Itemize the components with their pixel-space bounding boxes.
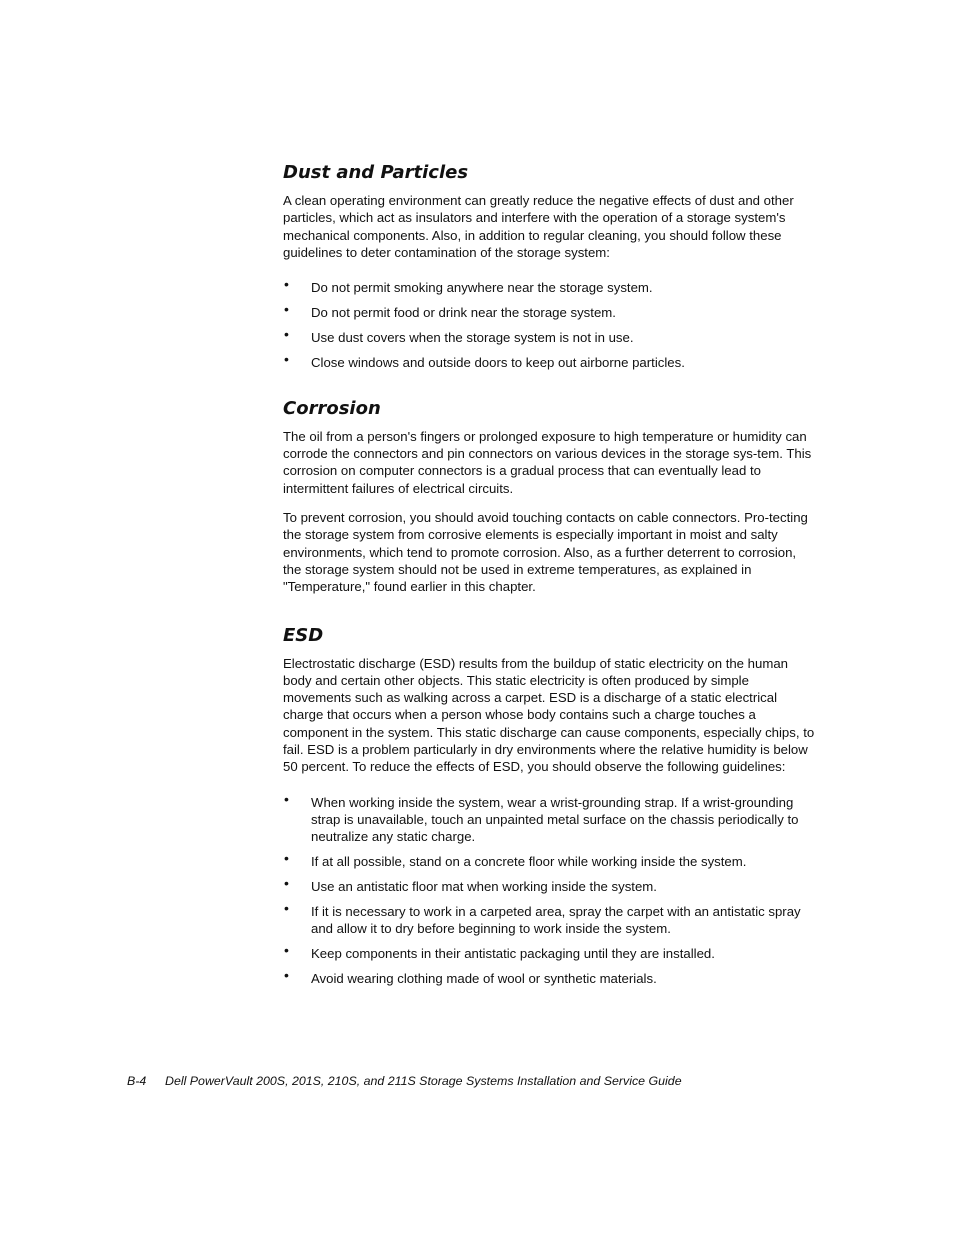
bullet-icon: • <box>284 850 289 867</box>
list-item: • Do not permit smoking anywhere near the storage system. <box>284 276 653 296</box>
bullet-icon: • <box>284 874 289 891</box>
list-item: • Do not permit food or drink near the storage system. <box>284 300 616 320</box>
bullet-list <box>283 276 818 371</box>
bullet-icon: • <box>284 941 289 958</box>
bullet-list <box>283 790 818 987</box>
section-esd <box>283 623 818 987</box>
section-heading: Corrosion <box>283 397 381 419</box>
list-item: • Use an antistatic floor mat when working inside the system. <box>284 874 657 894</box>
footer-title: Dell PowerVault 200S, 201S, 210S, and 211S Storage Systems Installation and Service Guide <box>165 1074 682 1088</box>
list-item: • Avoid wearing clothing made of wool or synthetic materials. <box>284 966 657 986</box>
bullet-icon: • <box>284 899 289 916</box>
bullet-icon: • <box>284 790 289 807</box>
section-paragraph: To prevent corrosion, you should avoid touching contacts on cable connectors. Pro-tecting the storage system from corrosive elements is especially important in moist and salty environments, which tend to promote corrosion. Also, as a further deterrent to corrosion, the storage system should not be used in extreme temperatures, as explained in "Temperature," found earlier in this chapter. <box>283 510 808 595</box>
bullet-icon: • <box>284 300 289 317</box>
section-paragraph: Electrostatic discharge (ESD) results from the buildup of static electricity on the human body and certain other objects. This static electricity is often produced by simple movements such as walking across a carpet. ESD is a discharge of a static electrical charge that occurs when a person whose body contains such a charge touches a component in the system. This static discharge can cause components, especially chips, to fail. ESD is a problem particularly in dry environments where the relative humidity is below 50 percent. To reduce the effects of ESD, you should observe the following guidelines: <box>283 655 815 775</box>
section-heading: Dust and Particles <box>283 162 469 183</box>
section-paragraph: The oil from a person's fingers or prolonged exposure to high temperature or humidity can corrode the connectors and pin connectors on various devices in the storage sys-tem. This corrosion on computer connectors is a gradual process that can eventually lead to intermittent failures of electrical circuits. <box>283 428 812 496</box>
bullet-icon: • <box>284 350 289 367</box>
section-heading: ESD <box>283 624 324 646</box>
list-item: • Keep components in their antistatic packaging until they are installed. <box>284 941 715 961</box>
list-item: • If it is necessary to work in a carpeted area, spray the carpet with an antistatic spray and allow it to dry before beginning to work inside the system. <box>284 899 801 936</box>
bullet-icon: • <box>284 325 289 342</box>
bullet-icon: • <box>284 276 289 293</box>
section-dust-and-particles <box>283 160 818 371</box>
list-item: • Use dust covers when the storage system is not in use. <box>284 325 634 345</box>
list-item: • Close windows and outside doors to keep out airborne particles. <box>284 350 685 370</box>
bullet-icon: • <box>284 966 289 983</box>
section-paragraph: A clean operating environment can greatly reduce the negative effects of dust and other particles, which act as insulators and interfere with the operation of a storage system's mechanical components. Also, in addition to regular cleaning, you should follow these guidelines to deter contamination of the storage system: <box>283 193 794 260</box>
page-content <box>283 160 818 994</box>
page-number: B-4 <box>127 1074 147 1088</box>
list-item: • If at all possible, stand on a concrete floor while working inside the system. <box>284 850 747 870</box>
page-footer <box>127 1074 682 1088</box>
list-item: • When working inside the system, wear a wrist-grounding strap. If a wrist-grounding strap is unavailable, touch an unpainted metal surface on the chassis periodically to neutralize any static charge. <box>284 790 799 845</box>
section-corrosion <box>283 396 818 596</box>
